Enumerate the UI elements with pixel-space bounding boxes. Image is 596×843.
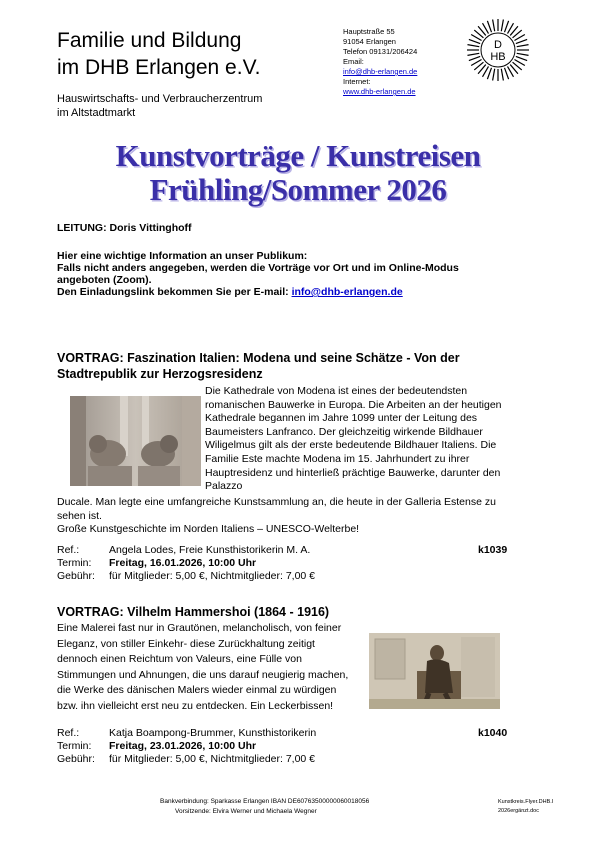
vortrag1-description-cont [57, 496, 507, 537]
logo-ray [517, 45, 529, 47]
vortrag2-termin: Freitag, 23.01.2026, 10:00 Uhr [109, 740, 257, 752]
organization-name [57, 27, 261, 81]
vortrag1-gebuehr: für Mitglieder: 5,00 €, Nichtmitglieder: 7,00 € [109, 570, 316, 582]
logo-ray [487, 21, 491, 32]
vortrag2-description: Eine Malerei fast nur in Grautönen, melancholisch, von feiner Eleganz, von stiller Einkehr- diese Zurückhaltung zeitigt dennoch einen Reichtum von Valeurs, eine Fülle von Stimmungen und Ahnungen, die uns darauf neugierig machen, die Werke des dänischen Malers wieder einmal zu würdigen bzw. ihn vielleicht erst neu zu entdecken. Ein Leckerbissen! [57, 622, 349, 712]
logo-ray [501, 69, 503, 81]
email-link[interactable]: info@dhb-erlangen.de [343, 67, 418, 76]
gebuehr-label: Gebühr: [57, 570, 95, 582]
vortrag1-referent: Angela Lodes, Freie Kunsthistorikerin M. A. [109, 544, 311, 556]
logo-ray [487, 68, 491, 79]
logo-ray [516, 56, 527, 60]
vortrag2-course-code: k1040 [478, 727, 508, 739]
org-sub-line1: Hauswirtschafts- und Verbraucherzentrum [57, 93, 263, 105]
logo-text-bottom: HB [490, 51, 506, 63]
logo-ray [467, 45, 479, 47]
vortrag1-gebuehr-row [57, 570, 315, 583]
vortrag2-referent: Katja Boampong-Brummer, Kunsthistorikerin [109, 727, 317, 739]
hammershoi-painting-photo [369, 633, 500, 709]
vortrag1-ref-row [57, 544, 315, 557]
leitung: LEITUNG: Doris Vittinghoff [57, 222, 192, 234]
termin-label: Termin: [57, 557, 92, 569]
logo-ray [469, 56, 480, 60]
logo-text-top: D [494, 39, 502, 51]
vortrag2-ref-row [57, 727, 316, 740]
vortrag2-gebuehr: für Mitglieder: 5,00 €, Nichtmitglieder: 7,00 € [109, 753, 316, 765]
logo-ray [493, 69, 495, 81]
info-line2: Falls nicht anders angegeben, werden die Vorträge vor Ort und im Online-Modus angeboten (Zoom). [57, 262, 459, 286]
footer-board: Vorsitzende: Elvira Werner und Michaela Wegner [175, 808, 317, 815]
logo-ray [516, 39, 527, 43]
vortrag2-heading: VORTRAG: Vilhelm Hammershoi (1864 - 1916) [57, 605, 330, 619]
footer-file-line1: Kunstkreis.Flyer.DHB.I [498, 799, 554, 805]
logo-ray [504, 21, 508, 32]
vortrag1-termin-row [57, 557, 315, 570]
ref-label: Ref.: [57, 727, 80, 739]
logo-ray [467, 53, 479, 55]
vortrag1-course-code: k1039 [478, 544, 508, 556]
vortrag1-meta [57, 544, 315, 583]
vortrag1-description-b: Ducale. Man legte eine umfangreiche Kunstsammlung an, die heute in der Galleria Estense zu sehen ist. [57, 496, 496, 522]
info-line1: Hier eine wichtige Information an unser Publikum: [57, 250, 308, 262]
info-line3-text: Den Einladungslink bekommen Sie per E-mail: [57, 286, 292, 298]
ref-label: Ref.: [57, 544, 80, 556]
dhb-logo [466, 18, 530, 82]
org-name-line1: Familie und Bildung [57, 29, 242, 52]
email-label: Email: [343, 57, 364, 66]
logo-ray [504, 68, 508, 79]
vortrag1-heading: VORTRAG: Faszination Italien: Modena und seine Schätze - Von der Stadtrepublik zur Herzogsresidenz [57, 351, 460, 381]
address-street: Hauptstraße 55 [343, 27, 395, 36]
org-name-line2: im DHB Erlangen e.V. [57, 56, 261, 79]
internet-label: Internet: [343, 77, 371, 86]
organization-subtitle [57, 92, 262, 120]
footer-file-line2: 2026ergänzt.doc [498, 808, 539, 814]
website-link[interactable]: www.dhb-erlangen.de [343, 87, 416, 96]
vortrag1-termin: Freitag, 16.01.2026, 10:00 Uhr [109, 557, 257, 569]
vortrag2-gebuehr-row [57, 753, 316, 766]
footer-filename [498, 798, 553, 816]
org-sub-line2: im Altstadtmarkt [57, 107, 136, 119]
footer-bank: Bankverbindung: Sparkasse Erlangen IBAN DE60763500000060018056 [160, 798, 370, 805]
info-block [57, 250, 497, 298]
page-title-line1: Kunstvorträge / Kunstreisen [115, 138, 481, 173]
logo-ray [469, 39, 480, 43]
vortrag2-meta [57, 727, 316, 766]
info-email-link[interactable]: info@dhb-erlangen.de [291, 286, 403, 298]
vortrag2-termin-row [57, 740, 316, 753]
vortrag1-description-c: Große Kunstgeschichte im Norden Italiens – UNESCO-Welterbe! [57, 523, 360, 536]
vortrag1-description: Die Kathedrale von Modena ist eines der bedeutendsten romanischen Bauwerke in Europa. Die Arbeiten an der heutigen Kathedrale begannen im Jahre 1099 unter der Leitung des Baumeisters Lanfranco. Der gleichzeitig wirkende Bildhauer Wiligelmus gilt als der erste bedeutende Bildhauer Italiens. Die Familie Este machte Modena im 15. Jahrhundert zu ihrer Hauptresidenz und hinterließ prächtige Bauwerke, darunter den Palazzo [205, 385, 502, 493]
termin-label: Termin: [57, 740, 92, 752]
logo-ray [501, 19, 503, 31]
logo-ray [517, 53, 529, 55]
logo-ray [493, 19, 495, 31]
address-city: 91054 Erlangen [343, 37, 396, 46]
gebuehr-label: Gebühr: [57, 753, 95, 765]
modena-lion-sculpture-photo [70, 396, 201, 486]
phone: Telefon 09131/206424 [343, 47, 418, 56]
info-line3 [57, 286, 497, 298]
contact-block [343, 27, 417, 97]
page-title-line2: Frühling/Sommer 2026 [149, 172, 447, 207]
